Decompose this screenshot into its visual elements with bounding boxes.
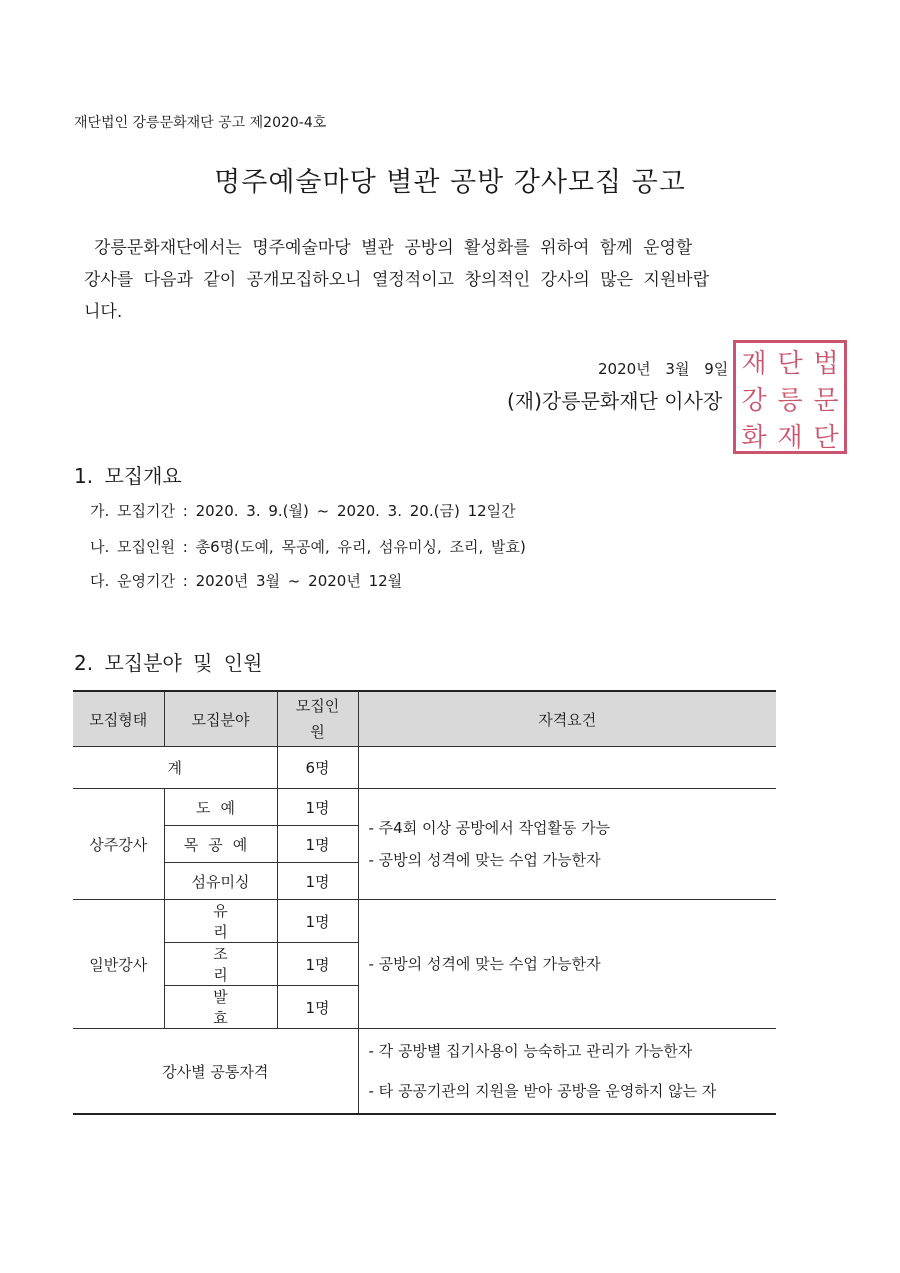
seal-char: 화 [741, 423, 767, 453]
seal-char: 문 [813, 386, 839, 416]
count-cell: 1명 [277, 789, 358, 826]
field-cell: 발효 [164, 986, 277, 1029]
seal-char: 법 [813, 349, 839, 379]
common-label: 강사별 공통자격 [73, 1029, 358, 1115]
header-type: 모집형태 [73, 691, 164, 747]
requirement-line: - 공방의 성격에 맞는 수업 가능한자 [368, 851, 601, 869]
recruit-table [73, 690, 776, 1115]
count-cell: 1명 [277, 943, 358, 986]
common-requirements-cell [358, 1029, 776, 1115]
notice-number: 재단법인 강릉문화재단 공고 제2020-4호 [74, 115, 327, 131]
group-type: 일반강사 [73, 900, 164, 1029]
recruit-count: 나. 모집인원 : 총6명(도예, 목공예, 유리, 섬유미싱, 조리, 발효) [90, 538, 526, 556]
official-seal [733, 340, 847, 454]
seal-char: 재 [741, 349, 767, 379]
requirements-cell [358, 900, 776, 1029]
requirement-line: - 각 공방별 집기사용이 능숙하고 관리가 가능한자 [368, 1042, 693, 1060]
total-count: 6명 [277, 747, 358, 789]
group-type: 상주강사 [73, 789, 164, 900]
operation-period: 다. 운영기간 : 2020년 3월 ~ 2020년 12월 [90, 572, 403, 590]
table-row [73, 747, 776, 789]
seal-char: 릉 [777, 386, 803, 416]
signer: (재)강릉문화재단 이사장 [507, 389, 723, 413]
field-cell: 도예 [164, 789, 277, 826]
requirement-line: - 타 공공기관의 지원을 받아 공방을 운영하지 않는 자 [368, 1082, 717, 1100]
body-line-2: 강사를 다음과 같이 공개모집하오니 열정적이고 창의적인 강사의 많은 지원바랍 [84, 270, 710, 290]
total-label: 계 [73, 747, 277, 789]
table-header-row [73, 691, 776, 747]
requirement-line: - 주4회 이상 공방에서 작업활동 가능 [368, 819, 611, 837]
section-2-heading: 2. 모집분야 및 인원 [74, 651, 263, 675]
seal-char: 단 [777, 349, 803, 379]
section-1-heading: 1. 모집개요 [74, 464, 182, 488]
field-cell: 조리 [164, 943, 277, 986]
header-field: 모집분야 [164, 691, 277, 747]
body-line-3: 니다. [84, 302, 123, 322]
seal-char: 강 [741, 386, 767, 416]
table-row [73, 789, 776, 826]
page-title: 명주예술마당 별관 공방 강사모집 공고 [214, 167, 686, 198]
field-cell: 유리 [164, 900, 277, 943]
notice-date: 2020년 3월 9일 [598, 360, 729, 378]
recruit-period: 가. 모집기간 : 2020. 3. 9.(월) ~ 2020. 3. 20.(금) 12일간 [90, 502, 516, 520]
field-cell: 섬유미싱 [164, 863, 277, 900]
count-cell: 1명 [277, 826, 358, 863]
table-row [73, 900, 776, 943]
body-line-1: 강릉문화재단에서는 명주예술마당 별관 공방의 활성화를 위하여 함께 운영할 [94, 238, 693, 258]
header-requirements: 자격요건 [358, 691, 776, 747]
requirements-cell [358, 789, 776, 900]
header-count: 모집인원 [277, 691, 358, 747]
table-row [73, 1029, 776, 1115]
count-cell: 1명 [277, 900, 358, 943]
field-cell: 목공예 [164, 826, 277, 863]
requirement-line: - 공방의 성격에 맞는 수업 가능한자 [368, 955, 601, 973]
seal-char: 재 [777, 423, 803, 453]
count-cell: 1명 [277, 986, 358, 1029]
seal-char: 단 [813, 423, 839, 453]
count-cell: 1명 [277, 863, 358, 900]
total-requirements [358, 747, 776, 789]
